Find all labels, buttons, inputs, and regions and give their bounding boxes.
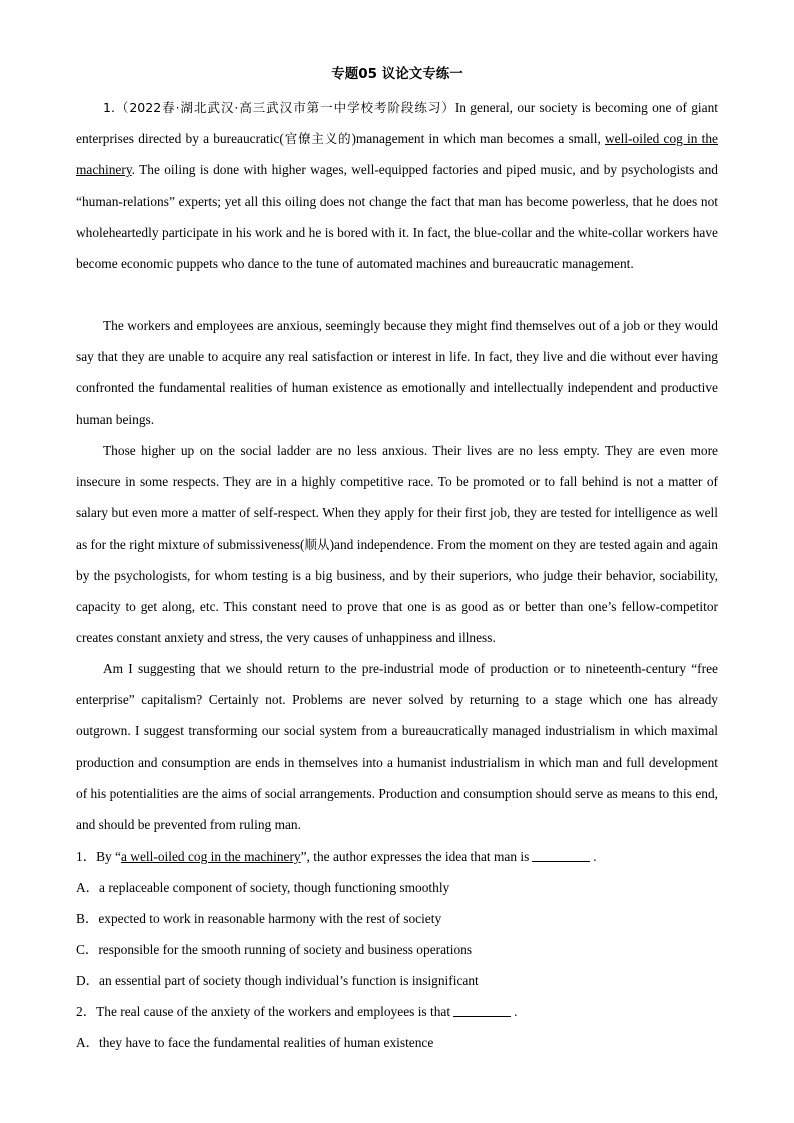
passage-paragraph-3: Those higher up on the social ladder are no less anxious. Their lives are no less empty. They are even more insecure in some respects. They are in a highly competitive race. To be promoted or to fall behind is not a matter of salary but even more a matter of self-respect. When they apply for their first job, they are tested for intelligence as well as for the right mixture of submissiveness(顺从)and independence. From the moment on they are tested again and again by the psychologists, for whom testing is a big business, and by their superiors, who judge their behavior, sociability, capacity to get along, etc. This constant need to prove that one is as good as or better than one’s fellow-competitor creates constant anxiety and stress, the very causes of unhappiness and illness. <box>76 443 718 646</box>
question-2-option-a: A．they have to face the fundamental realities of human existence <box>76 1035 434 1050</box>
underlined-phrase: well-oiled cog in the machinery <box>76 131 718 178</box>
question-source: 1.（2022春·湖北武汉·高三武汉市第一中学校考阶段练习） <box>103 100 455 115</box>
passage-paragraph-2: The workers and employees are anxious, seemingly because they might find themselves out of a job or they would say that they are unable to acquire any real satisfaction or interest in life. In fact, they live and die without ever having confronted the fundamental realities of human existence as emotionally and intellectually independent and productive human beings. <box>76 318 718 427</box>
question-1-stem: 1．By “a well-oiled cog in the machinery”, the author expresses the idea that man is . <box>76 849 597 864</box>
answer-blank <box>453 1003 511 1017</box>
question-2-stem: 2．The real cause of the anxiety of the workers and employees is that . <box>76 1004 518 1019</box>
question-1-quote: a well-oiled cog in the machinery <box>121 849 301 864</box>
question-1-option-a: A．a replaceable component of society, though functioning smoothly <box>76 880 450 895</box>
passage-paragraph-1: 1.（2022春·湖北武汉·高三武汉市第一中学校考阶段练习）In general, our society is becoming one of giant enterprises directed by a bureaucratic(官僚主义的)management in which man becomes a small, well-oiled cog in the machinery. The oiling is done with higher wages, well-equipped factories and piped music, and by psychologists and “human-relations” experts; yet all this oiling does not change the fact that man has become powerless, that he does not wholeheartedly participate in his work and he is bored with it. In fact, the blue-collar and the white-collar workers have become economic puppets who dance to the tune of automated machines and bureaucratic management. <box>76 100 719 272</box>
question-1-option-d: D．an essential part of society though individual’s function is insignificant <box>76 973 479 988</box>
answer-blank <box>532 848 590 862</box>
question-1-option-c: C．responsible for the smooth running of society and business operations <box>76 942 473 957</box>
passage-paragraph-4: Am I suggesting that we should return to the pre-industrial mode of production or to nineteenth-century “free enterprise” capitalism? Certainly not. Problems are never solved by returning to a stage which one has already outgrown. I suggest transforming our social system from a bureaucratically managed industrialism in which maximal production and consumption are ends in themselves into a humanist industrialism in which man and full development of his potentialities are the aims of social arrangements. Production and consumption should serve as means to this end, and should be prevented from ruling man. <box>76 661 718 833</box>
page-title: 专题05 议论文专练一 <box>331 66 463 82</box>
question-1-option-b: B．expected to work in reasonable harmony with the rest of society <box>76 911 442 926</box>
